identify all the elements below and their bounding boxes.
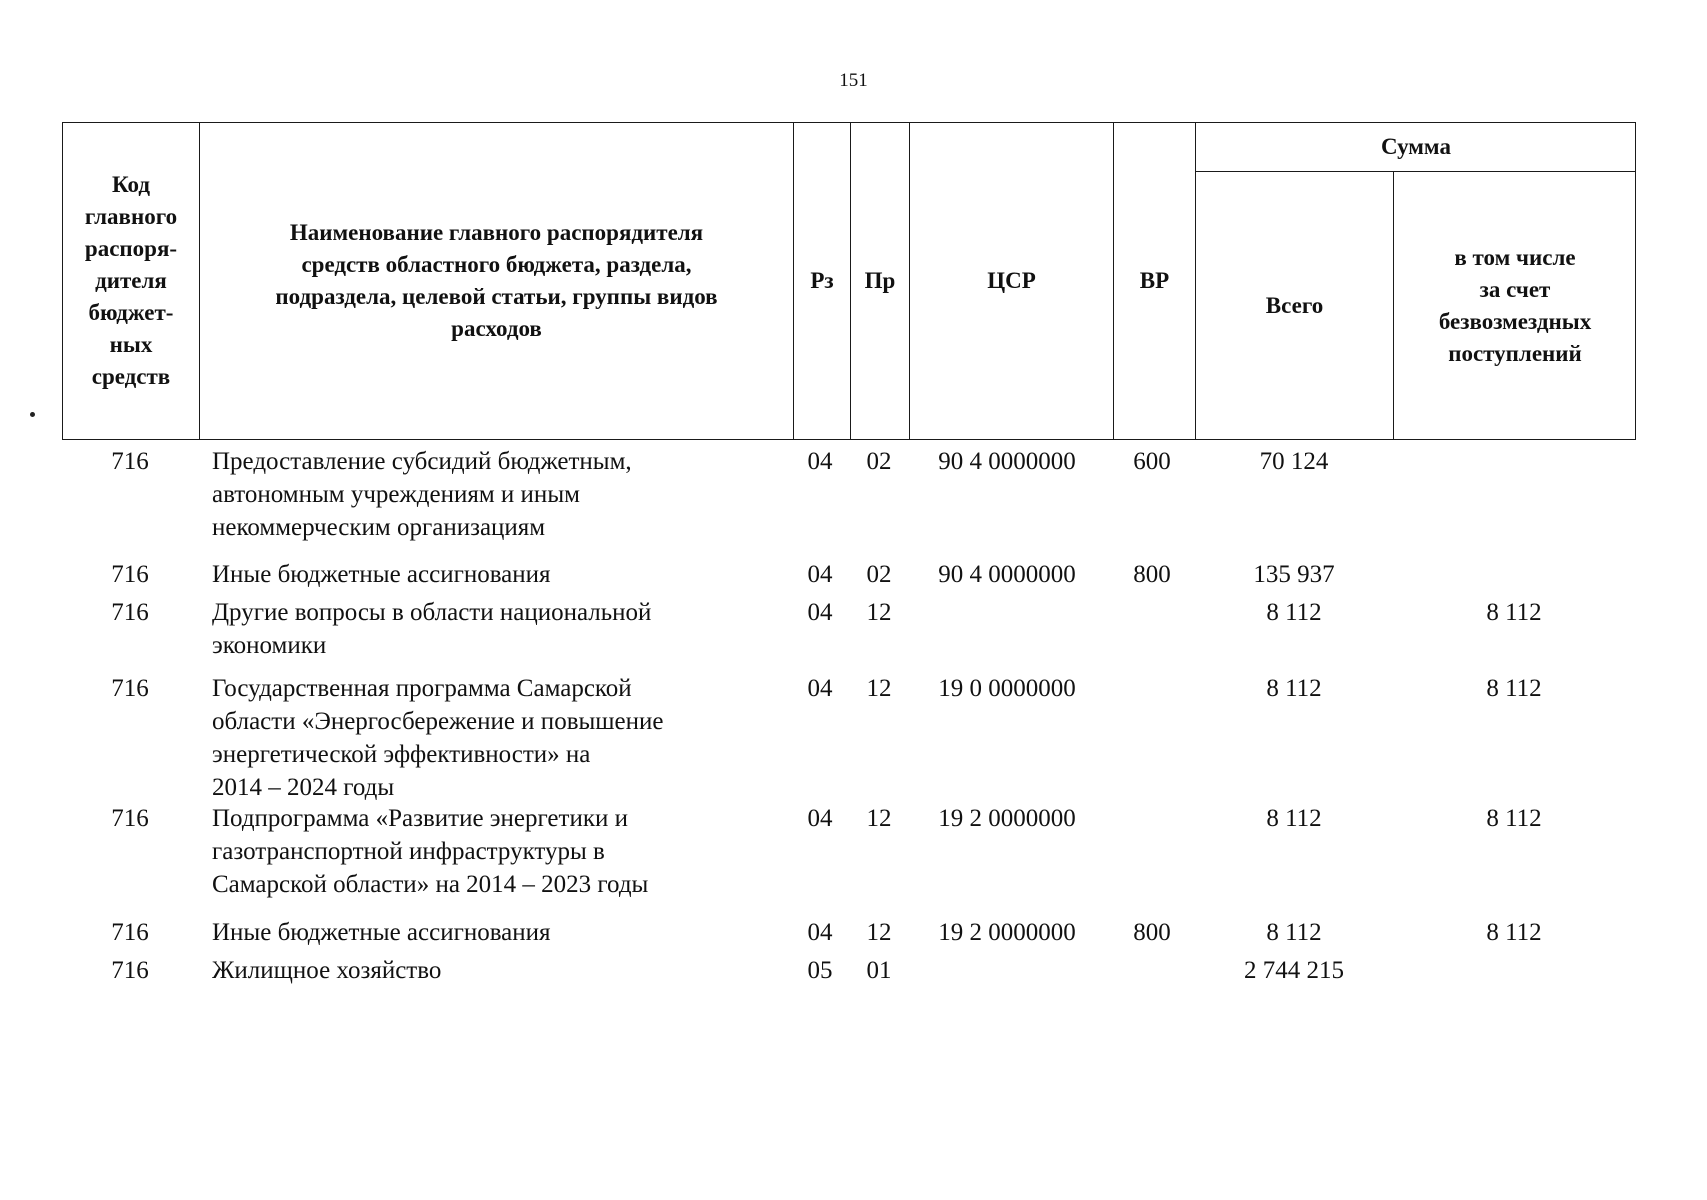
row-name-line: Подпрограмма «Развитие энергетики и	[212, 805, 628, 832]
row-name	[212, 558, 652, 591]
row-name-line: Государственная программа Самарской	[212, 675, 632, 702]
header-total: Всего	[1265, 292, 1324, 318]
row-code: 716	[111, 561, 149, 588]
row-csr: 90 4 0000000	[938, 448, 1076, 475]
row-name-line: некоммерческим организациям	[212, 514, 546, 541]
row-free: 8 112	[1486, 675, 1542, 702]
row-code: 716	[111, 957, 149, 984]
header-code-line: распоря-	[84, 236, 178, 261]
row-rz: 04	[807, 599, 833, 626]
row-name-line: области «Энергосбережение и повышение	[212, 708, 664, 735]
row-code: 716	[111, 599, 149, 626]
header-sum: Сумма	[1381, 134, 1451, 159]
header-name	[200, 123, 793, 439]
row-pr: 01	[866, 957, 892, 984]
row-total: 8 112	[1266, 805, 1322, 832]
row-code: 716	[111, 675, 149, 702]
row-name-line: Жилищное хозяйство	[212, 957, 442, 984]
row-rz: 05	[807, 957, 833, 984]
row-total: 8 112	[1266, 599, 1322, 626]
row-total: 2 744 215	[1244, 957, 1344, 984]
row-rz: 04	[807, 448, 833, 475]
header-free-line: в том числе	[1454, 244, 1576, 270]
row-vr: 800	[1133, 919, 1171, 946]
header-code	[63, 123, 199, 439]
row-code: 716	[111, 448, 149, 475]
header-code-line: главного	[84, 204, 178, 229]
row-free: 8 112	[1486, 599, 1542, 626]
header-pr: Пр	[864, 268, 896, 293]
row-total: 8 112	[1266, 675, 1322, 702]
row-name	[212, 954, 652, 987]
row-name-line: автономным учреждениям и иным	[212, 481, 580, 508]
header-free-line: безвозмездных	[1438, 308, 1592, 334]
row-name	[212, 445, 652, 544]
row-rz: 04	[807, 919, 833, 946]
row-vr: 600	[1133, 448, 1171, 475]
row-total: 70 124	[1259, 448, 1329, 475]
row-rz: 04	[807, 675, 833, 702]
row-name-line: экономики	[212, 632, 327, 659]
header-rz: Рз	[810, 268, 834, 293]
row-pr: 02	[866, 448, 892, 475]
row-code: 716	[111, 919, 149, 946]
header-name-line: средств областного бюджета, раздела,	[301, 252, 692, 277]
header-vr: ВР	[1139, 268, 1170, 293]
header-code-line: ных	[109, 332, 153, 357]
row-rz: 04	[807, 561, 833, 588]
header-code-line: Код	[111, 172, 150, 197]
row-name	[212, 916, 652, 949]
row-name-line: Иные бюджетные ассигнования	[212, 919, 551, 946]
row-vr: 800	[1133, 561, 1171, 588]
row-csr: 19 2 0000000	[938, 919, 1076, 946]
row-csr: 90 4 0000000	[938, 561, 1076, 588]
row-name-line: газотранспортной инфраструктуры в	[212, 838, 605, 865]
row-pr: 12	[866, 675, 892, 702]
row-name	[212, 802, 652, 901]
row-free: 8 112	[1486, 805, 1542, 832]
row-name	[212, 672, 664, 804]
row-free: 8 112	[1486, 919, 1542, 946]
scan-dot	[30, 412, 35, 417]
header-code-line: средств	[91, 364, 171, 389]
header-free-line: за счет	[1479, 276, 1551, 302]
row-name-line: энергетической эффективности» на	[212, 741, 591, 768]
row-name-line: Иные бюджетные ассигнования	[212, 561, 551, 588]
header-free-line: поступлений	[1448, 340, 1582, 366]
header-free	[1394, 172, 1636, 439]
row-name-line: 2014 – 2024 годы	[212, 774, 395, 801]
page-number: 151	[839, 70, 868, 91]
row-name-line: Другие вопросы в области национальной	[212, 599, 652, 626]
header-csr: ЦСР	[987, 268, 1036, 293]
row-pr: 12	[866, 599, 892, 626]
header-name-line: Наименование главного распорядителя	[289, 220, 704, 245]
row-pr: 02	[866, 561, 892, 588]
header-name-line: подраздела, целевой статьи, группы видов	[275, 284, 718, 309]
row-pr: 12	[866, 805, 892, 832]
table-header	[62, 122, 1636, 440]
row-name	[212, 596, 652, 662]
header-name-line: расходов	[451, 316, 542, 341]
row-name-line: Предоставление субсидий бюджетным,	[212, 448, 632, 475]
row-code: 716	[111, 805, 149, 832]
row-csr: 19 2 0000000	[938, 805, 1076, 832]
row-name-line: Самарской области» на 2014 – 2023 годы	[212, 871, 649, 898]
row-csr: 19 0 0000000	[938, 675, 1076, 702]
row-total: 135 937	[1253, 561, 1335, 588]
header-code-line: бюджет-	[88, 300, 174, 325]
row-pr: 12	[866, 919, 892, 946]
row-rz: 04	[807, 805, 833, 832]
row-total: 8 112	[1266, 919, 1322, 946]
header-code-line: дителя	[95, 268, 167, 293]
